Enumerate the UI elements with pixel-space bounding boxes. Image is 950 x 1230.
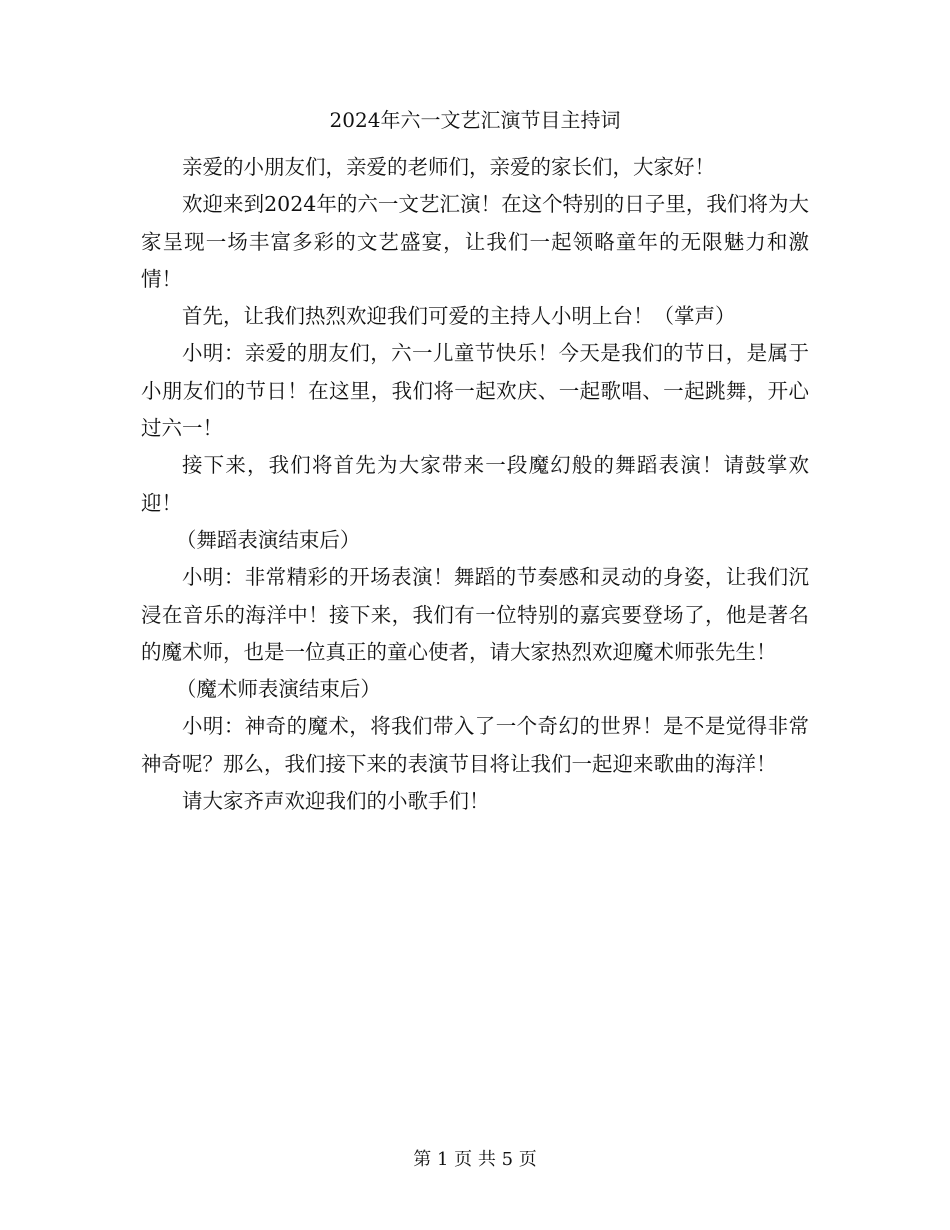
paragraph-singers-intro: 请大家齐声欢迎我们的小歌手们！ xyxy=(182,789,490,814)
paragraph-host-speech-3: 小明：神奇的魔术，将我们带入了一个奇幻的世界！是不是觉得非常神奇呢？那么，我们接下来的表演节目将让我们一起迎来歌曲的海洋！ xyxy=(141,714,809,776)
page-number-footer: 第 1 页 共 5 页 xyxy=(413,1149,537,1170)
paragraph-host-intro: 首先，让我们热烈欢迎我们可爱的主持人小明上台！（掌声） xyxy=(182,304,736,329)
document-body xyxy=(141,149,809,820)
paragraph-welcome: 欢迎来到2024年的六一文艺汇演！在这个特别的日子里，我们将为大家呈现一场丰富多彩的文艺盛宴，让我们一起领略童年的无限魅力和激情！ xyxy=(141,192,809,291)
paragraph-host-speech-2: 小明：非常精彩的开场表演！舞蹈的节奏感和灵动的身姿，让我们沉浸在音乐的海洋中！接下来，我们有一位特别的嘉宾要登场了，他是著名的魔术师，也是一位真正的童心使者，请大家热烈欢迎魔术师张先生！ xyxy=(141,565,809,664)
paragraph-stage-note-dance: （舞蹈表演结束后） xyxy=(175,527,361,552)
paragraph-host-speech-1: 小明：亲爱的朋友们，六一儿童节快乐！今天是我们的节日，是属于小朋友们的节日！在这里，我们将一起欢庆、一起歌唱、一起跳舞，开心过六一！ xyxy=(141,341,809,441)
document-title: 2024年六一文艺汇演节目主持词 xyxy=(329,108,621,132)
paragraph-stage-note-magic: （魔术师表演结束后） xyxy=(175,677,381,702)
paragraph-dance-intro: 接下来，我们将首先为大家带来一段魔幻般的舞蹈表演！请鼓掌欢迎！ xyxy=(141,453,809,515)
paragraph-greeting: 亲爱的小朋友们，亲爱的老师们，亲爱的家长们，大家好！ xyxy=(182,155,715,179)
